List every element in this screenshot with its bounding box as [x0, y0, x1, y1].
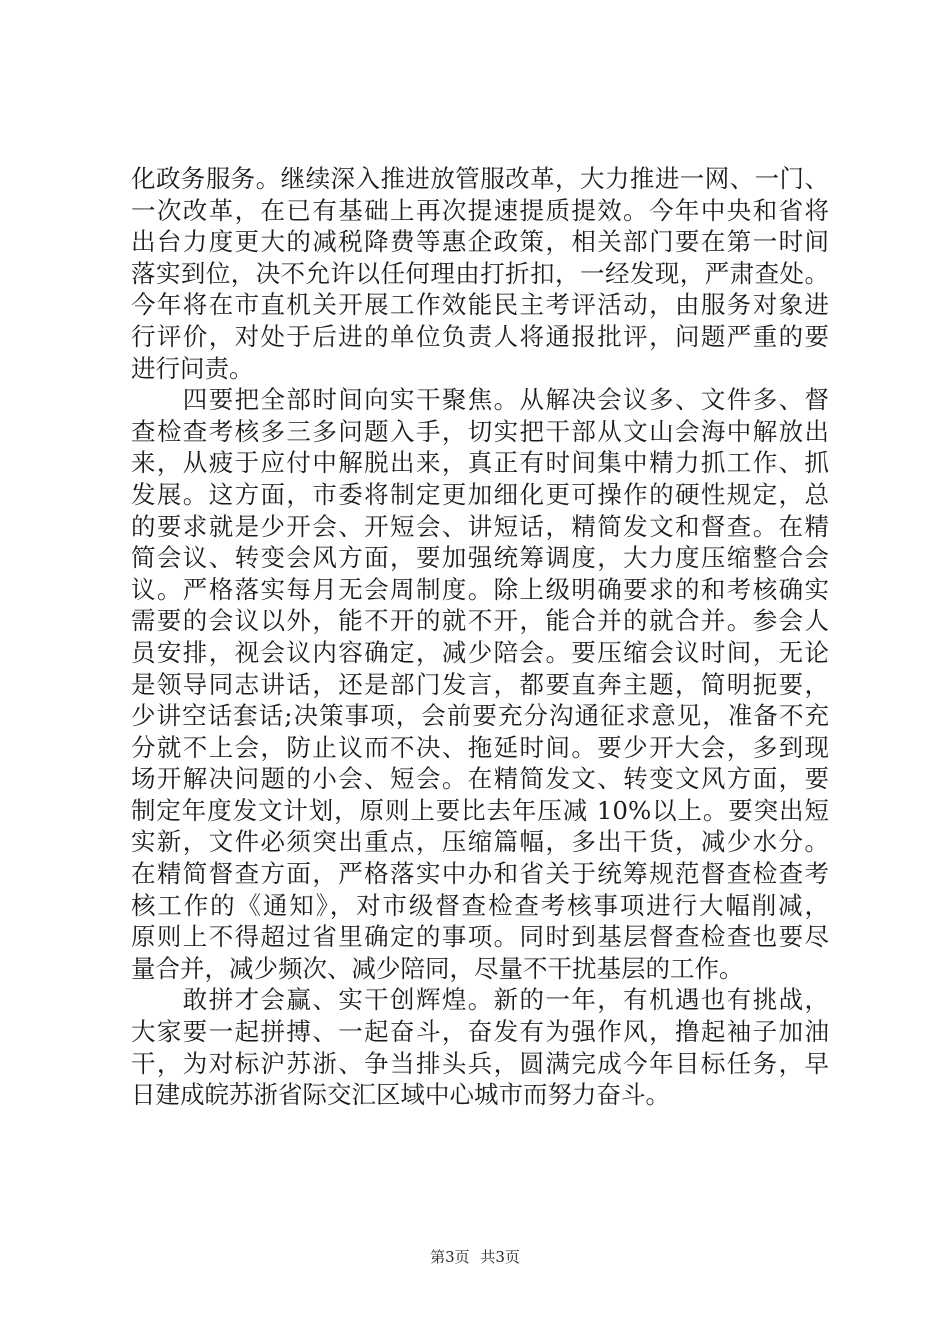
text-line: 制定年度发文计划，原则上要比去年压减 10%以上。要突出短: [131, 795, 829, 825]
text-line: 少讲空话套话;决策事项，会前要充分沟通征求意见，准备不充: [131, 701, 829, 731]
text-line: 敢拼才会赢、实干创辉煌。新的一年，有机遇也有挑战，: [131, 985, 829, 1015]
text-line: 在精简督查方面，严格落实中办和省关于统筹规范督查检查考: [131, 859, 829, 889]
text-line: 进行问责。: [131, 353, 254, 383]
text-line: 员安排，视会议内容确定，减少陪会。要压缩会议时间，无论: [131, 637, 829, 667]
text-line: 干，为对标沪苏浙、争当排头兵，圆满完成今年目标任务，早: [131, 1048, 829, 1078]
text-line: 简会议、转变会风方面，要加强统筹调度，大力度压缩整合会: [131, 543, 829, 573]
paragraph: [131, 384, 829, 984]
text-line: 议。严格落实每月无会周制度。除上级明确要求的和考核确实: [131, 574, 829, 604]
text-line: 分就不上会，防止议而不决、拖延时间。要少开大会，多到现: [131, 732, 829, 762]
text-line: 来，从疲于应付中解脱出来，真正有时间集中精力抓工作、抓: [131, 448, 829, 478]
text-line: 化政务服务。继续深入推进放管服改革，大力推进一网、一门、: [131, 164, 829, 193]
page-number: 第3页: [430, 1248, 470, 1266]
text-line: 大家要一起拼搏、一起奋斗，奋发有为强作风，撸起袖子加油: [131, 1017, 829, 1047]
text-line: 一次改革，在已有基础上再次提速提质提效。今年中央和省将: [131, 195, 829, 225]
text-line: 场开解决问题的小会、短会。在精简发文、转变文风方面，要: [131, 764, 829, 794]
text-line: 今年将在市直机关开展工作效能民主考评活动，由服务对象进: [131, 290, 829, 320]
text-line: 查检查考核多三多问题入手，切实把干部从文山会海中解放出: [131, 416, 829, 446]
text-line: 出台力度更大的减税降费等惠企政策，相关部门要在第一时间: [131, 227, 829, 257]
page-total: 共3页: [480, 1248, 520, 1266]
page-footer: [0, 1246, 950, 1267]
paragraph: [131, 163, 829, 384]
text-line: 核工作的《通知》，对市级督查检查考核事项进行大幅削减，: [131, 890, 829, 920]
text-line: 量合并，减少频次、减少陪同，尽量不干扰基层的工作。: [131, 953, 744, 983]
document-body: [131, 163, 829, 1111]
text-line: 四要把全部时间向实干聚焦。从解决会议多、文件多、督: [131, 385, 829, 415]
text-line: 行评价，对处于后进的单位负责人将通报批评，问题严重的要: [131, 321, 829, 351]
text-line: 日建成皖苏浙省际交汇区域中心城市而努力奋斗。: [131, 1080, 670, 1110]
text-line: 的要求就是少开会、开短会、讲短话，精简发文和督查。在精: [131, 511, 829, 541]
text-line: 发展。这方面，市委将制定更加细化更可操作的硬性规定，总: [131, 479, 829, 509]
text-line: 是领导同志讲话，还是部门发言，都要直奔主题，简明扼要，: [131, 669, 829, 699]
text-line: 落实到位，决不允许以任何理由打折扣，一经发现，严肃查处。: [131, 258, 829, 288]
text-line: 需要的会议以外，能不开的就不开，能合并的就合并。参会人: [131, 606, 829, 636]
text-line: 实新，文件必须突出重点，压缩篇幅，多出干货，减少水分。: [131, 827, 829, 857]
paragraph: [131, 984, 829, 1110]
text-line: 原则上不得超过省里确定的事项。同时到基层督查检查也要尽: [131, 922, 829, 952]
